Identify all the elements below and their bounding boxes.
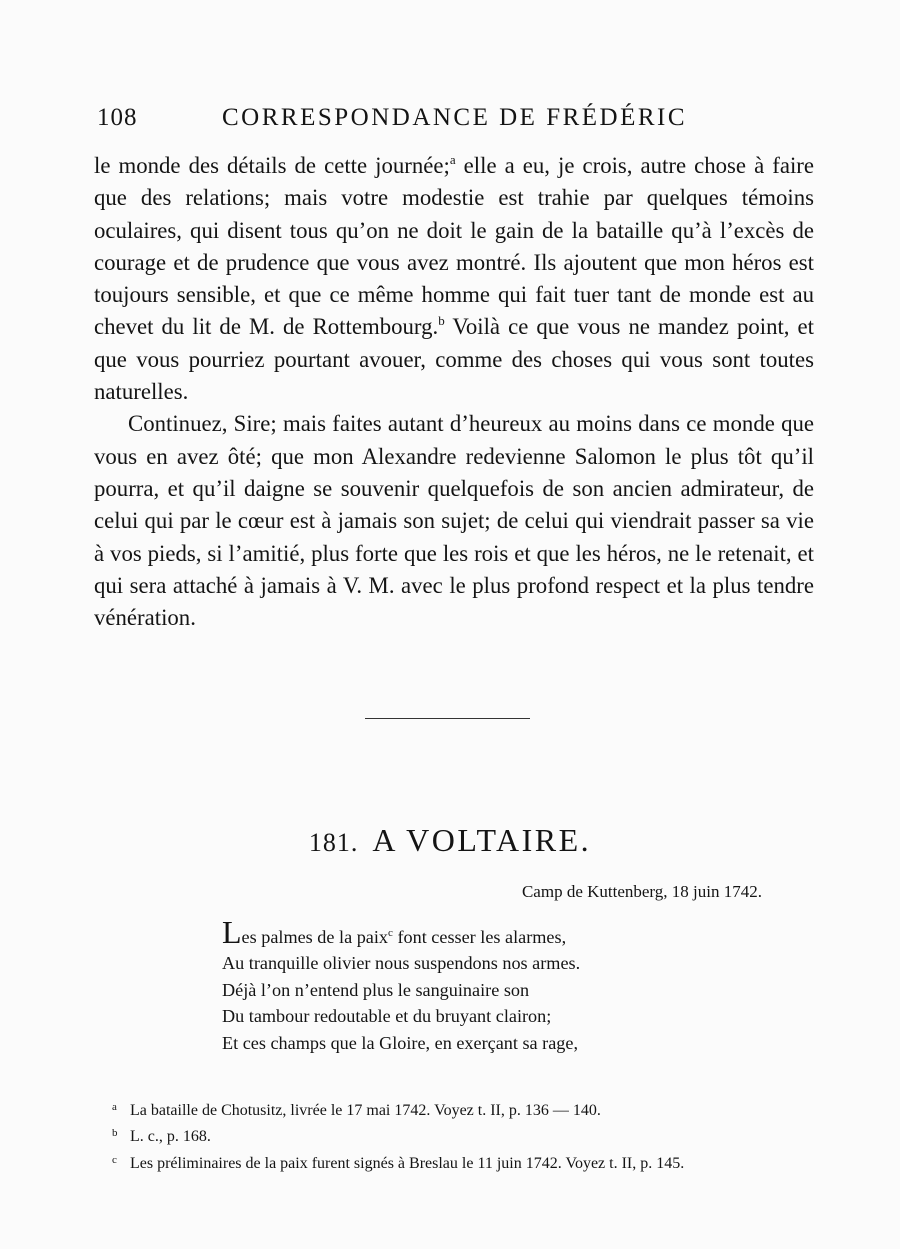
letter-number: 181. bbox=[308, 828, 359, 857]
footnote bbox=[112, 1122, 684, 1148]
letter-title: A VOLTAIRE. bbox=[372, 822, 592, 858]
body-paragraph: Continuez, Sire; mais faites autant d’heureux au moins dans ce monde que vous en avez ôté; que mon Alexandre redevienne Salomon le plus tôt qu’il pourra, et qu’il daigne se souvenir quelquefois de son ancien admirateur, de celui qui par le cœur est à jamais son sujet; de celui qui viendrait passer sa vie à vos pieds, si l’amitié, plus forte que les rois et que les héros, ne le retenait, et qui sera attaché à jamais à V. M. avec le plus profond respect et la plus tendre vénération. bbox=[94, 411, 814, 631]
body-paragraph bbox=[94, 150, 814, 408]
letter-body-text bbox=[94, 150, 814, 634]
footnote-ref-b[interactable]: b bbox=[438, 313, 445, 329]
poem-line: Au tranquille olivier nous suspendons nos armes. bbox=[222, 953, 581, 974]
drop-cap: L bbox=[222, 914, 242, 950]
page-number: 108 bbox=[97, 104, 138, 131]
body-text-segment: le monde des détails de cette journée; bbox=[94, 153, 450, 178]
running-title: CORRESPONDANCE DE FRÉDÉRIC bbox=[222, 104, 688, 131]
footnote-mark: a bbox=[112, 1101, 117, 1113]
footnote-mark: b bbox=[112, 1127, 118, 1140]
poem-line: Du tambour redoutable et du bruyant clairon; bbox=[222, 1006, 552, 1027]
letter-heading bbox=[0, 822, 900, 859]
footnote-ref-c[interactable]: c bbox=[388, 927, 393, 939]
poem-text: font cesser les alarmes, bbox=[392, 927, 567, 947]
section-divider bbox=[365, 718, 530, 719]
body-text-segment: Voilà ce que vous ne mandez point, et que vous pourriez pourtant avouer, comme des choses qui vous sont toutes naturelles. bbox=[94, 314, 815, 405]
poem bbox=[222, 914, 581, 1056]
poem-text: es palmes de la paix bbox=[241, 927, 389, 947]
poem-line: Et ces champs que la Gloire, en exerçant sa rage, bbox=[222, 1032, 579, 1053]
dateline: Camp de Kuttenberg, 18 juin 1742. bbox=[521, 882, 762, 901]
footnote-ref-a[interactable]: a bbox=[449, 152, 456, 167]
footnote-text: L. c., p. 168. bbox=[130, 1128, 211, 1146]
body-text-segment: elle a eu, je crois, autre chose à faire que des relations; mais votre modestie est trahie par quelques témoins oculaires, qui disent tous qu’on ne doit le gain de la bataille qu’à l’excès de courage et de prudence que vous avez montré. Ils ajoutent que mon héros est toujours sensible, et que ce même homme qui fait tuer tant de monde est au chevet du lit de M. de Rottembourg. bbox=[94, 153, 814, 340]
poem-line bbox=[222, 914, 580, 950]
footnote bbox=[112, 1096, 684, 1122]
footnote-text: La bataille de Chotusitz, livrée le 17 mai 1742. Voyez t. II, p. 136 — 140. bbox=[130, 1102, 601, 1119]
footnote-mark: c bbox=[112, 1153, 117, 1166]
footnotes bbox=[112, 1096, 684, 1175]
footnote bbox=[112, 1149, 684, 1175]
footnote-text: Les préliminaires de la paix furent signés à Breslau le 11 juin 1742. Voyez t. II, p. 145. bbox=[130, 1154, 685, 1172]
poem-line: Déjà l’on n’entend plus le sanguinaire son bbox=[222, 979, 530, 1000]
running-head bbox=[97, 104, 792, 138]
